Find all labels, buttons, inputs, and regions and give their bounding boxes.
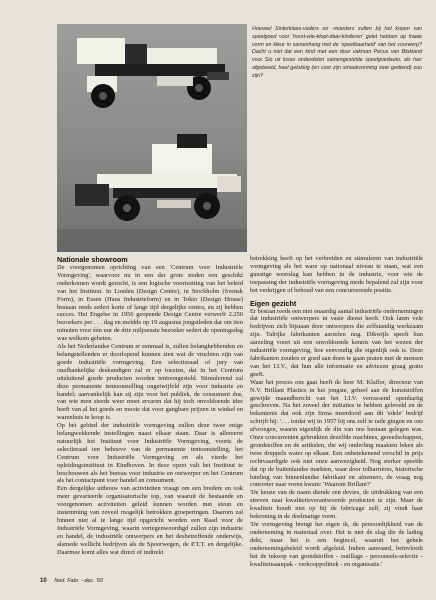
paragraph: Een dergelijke uitbouw van activiteiten vraagt om een bredere en ook meer gevarieerde organisatorische top, van waaruit de bestaande en voorgenomen activiteiten geleid kunnen worden met steun en instemming van zoveel mogelijk betrokken groeperingen. Daarom zal binnen niet al te lange tijd opgericht worden een Raad voor de Industriële Vormgeving, waarin vertegenwoordigd zullen zijn industrie en handel, de industriële ontwerpers en het desbetreffende onderwijs, alsmede wellicht bedrijven als de Spoorwegen, de P.T.T. en dergelijke. Daarmee komt alles wat direct of indirekt: [57, 485, 243, 556]
page-number: 10: [40, 578, 47, 584]
article-left-column: [57, 255, 243, 557]
publication-source: Ned. Fabr. - dec. '60: [54, 578, 104, 584]
photo-caption: Hoeveel Sinterklaas-vaders en -moeders zullen bij het kopen van speelgoed voor 'hoort-wie-klopt-daar-kinderen' gelet hebben op fraaie vorm en kleur in samenhang met de 'speelbaarheid' van het voorwerp? Dacht u niet dat een kind met een door vakman Pecus van Blokland voor Sio uit losse onderdelen samengestelde speelgoedauto, als hier afgebeeld, heel gelukkig (en voor zijn smaakvorming zeer gediend) zou zijn?: [252, 26, 422, 79]
paragraph: Als het Nederlandse Centrum er eenmaal is, zullen belanghebbenden en belangstellenden er doorlopend kunnen zien wat de vruchten zijn van goede industriële vormgeving. Een selectieraad of jury van onafhankelijke deskundigen zal er op toezien, dat in het Centrum uitsluitend goede producten worden tentoongesteld. Stimulerend zal deze permanente tentoonstelling ongetwijfeld zijn voor industrie en handel; aanvankelijk kan zij zijn voor het publiek, de consument dus, van wie men steeds weer moet ervaren dat hij toch onvoldoende idee heeft van al het goeds en mooie dat voor gangbare prijzen in winkel en warenhuis te koop is.: [57, 343, 243, 422]
paragraph: De voorgenomen oprichting van een 'Centrum voor Industriële Vormgeving', waarvoor nu in een der grote steden een geschikt onderkomen wordt gezocht, is een logische voortzetting van het beleid van het Instituut. In Londen (Design Centre), in Stockholm (Svensk Form), in Essen (Haus Industrieform) en in Tokio (Design House) bestaan reeds sedert korte of lange tijd dergelijke centra, en zij hebben succes. Het Engelse in 1956 geopende Design Centre verwerft 2.250 bezoekers per . . . dag en meldde op 19 augustus jongstleden dat om tien minuten voor één uur de drie miljoenste bezoeker sedert de openingsdag was welkom geheten.: [57, 264, 243, 343]
toy-car-photo: [57, 24, 247, 252]
paragraph: betrekking heeft op het verbreiden en stimuleren van industriële vormgeving als het ware op nationaal niveau te staan, wat een gunstige weerslag kan hebben in de industrie, voor wie de toepassing der industriële vormgeving mede bepalend zal zijn voor het verkrijgen of behoud van een concurrerende positie.: [250, 255, 423, 294]
page-footer: [40, 578, 103, 584]
paragraph: Waar het proces ons gaat heeft de heer M. Klaffer, directeur van N.V. Brillant Plastics in het jongste, geheel aan de kunststoffen gewijde maandbericht van het I.I.V. verrassend openhartig geschreven. Na het zoveel der initiaties te hebben geleveld en de bekentenis dat ook zijn firma meerdood aan dit 'edele' bedrijf schrijft hij: '. . . totdat wij in 1957 bij ons zelf te rade gingen en ons afvroegen, waarin eigenlijk de din van ons bestaan gelegen was. Onze concurrenten gebruikten dezelfde machines, gereedschappen, grondstoffen en de artikelen, die wij onderling maakten leken als twee druppels water op elkaar. Een onbetekenend verschil in prijs rechtvaardigde ook niet onze aanwezigheid. Nog sterker speelde dat op de buitenlandse markten, waar door tolbarrières, historische binding van binnenlandse fabrikant en afnemers, de vraag nog concreter naar voren kwam: 'Waarom Brillant?': [250, 378, 423, 489]
paragraph: 'De vormgeving brengt het eigen ik, de persoonlijkheid van de onderneming in materiaal over. Het is niet de slag die de lading dekt, maar het is een begincel, waaruit het gehele ondernemingsbeleid wordt afgeleid. Indien aanvaard, beïnvloedt het de inkoop van grondstoffen - outillage - personeels-selectie - kwaliteitsaanpak - verkooppolitiek - en organisatie.': [250, 521, 423, 568]
section-heading: Nationale showroom: [57, 255, 128, 264]
paragraph: Er bestaat reeds een niet onaardig aantal industriële ondernemingen dat industriële ontwerpers in vaste dienst heeft. Ook laten vele bedrijven zich bijstaan door ontwerpers die zelfstandig werkzaam zijn. Talrijke fabrikanten aarzelen nog. Dikwijls speelt hun aarzeling voort uit een onvoldoende kennis van het wezen der industriële vormgeving, hoe eenvoudig die eigenlijk ook is. Deze fabrikanten zouden er goed aan doen te gaan praten met de mensen van het I.I.V., dat hun alle informatie en adviezen graag gratis geeft.: [250, 307, 423, 378]
paragraph: Op het gebied der industriële vormgeving zullen deze twee enige belangwekkende instellingen naast elkaar staan. Daar is allereerst natuurlijk het Instituut voor Industriële Vormgeving, voorts de selectieraad ten behoeve van de permanente tentoonstelling, het Centrum voor Industriële Vormgeving en als vierde het opleidingsinstituut in Eindhoven. In deze opzet valt het Instituut te beschouwen als het bureau voor industrie en ontwerper en het Centrum als het contactpunt voor handel en consument.: [57, 422, 243, 485]
article-right-column: [250, 255, 423, 568]
section-heading: Eigen gezicht: [250, 298, 297, 308]
paragraph: 'De keuze van de naam diende een devies, de uitdrukking van een streven naar kwaliteitsverantwoorde producten te zijn. Maar de kwaliteit houdt niet op bij de fabricage zelf, zij vindt haar bekroning in de doelmatige vorm.: [250, 489, 423, 521]
